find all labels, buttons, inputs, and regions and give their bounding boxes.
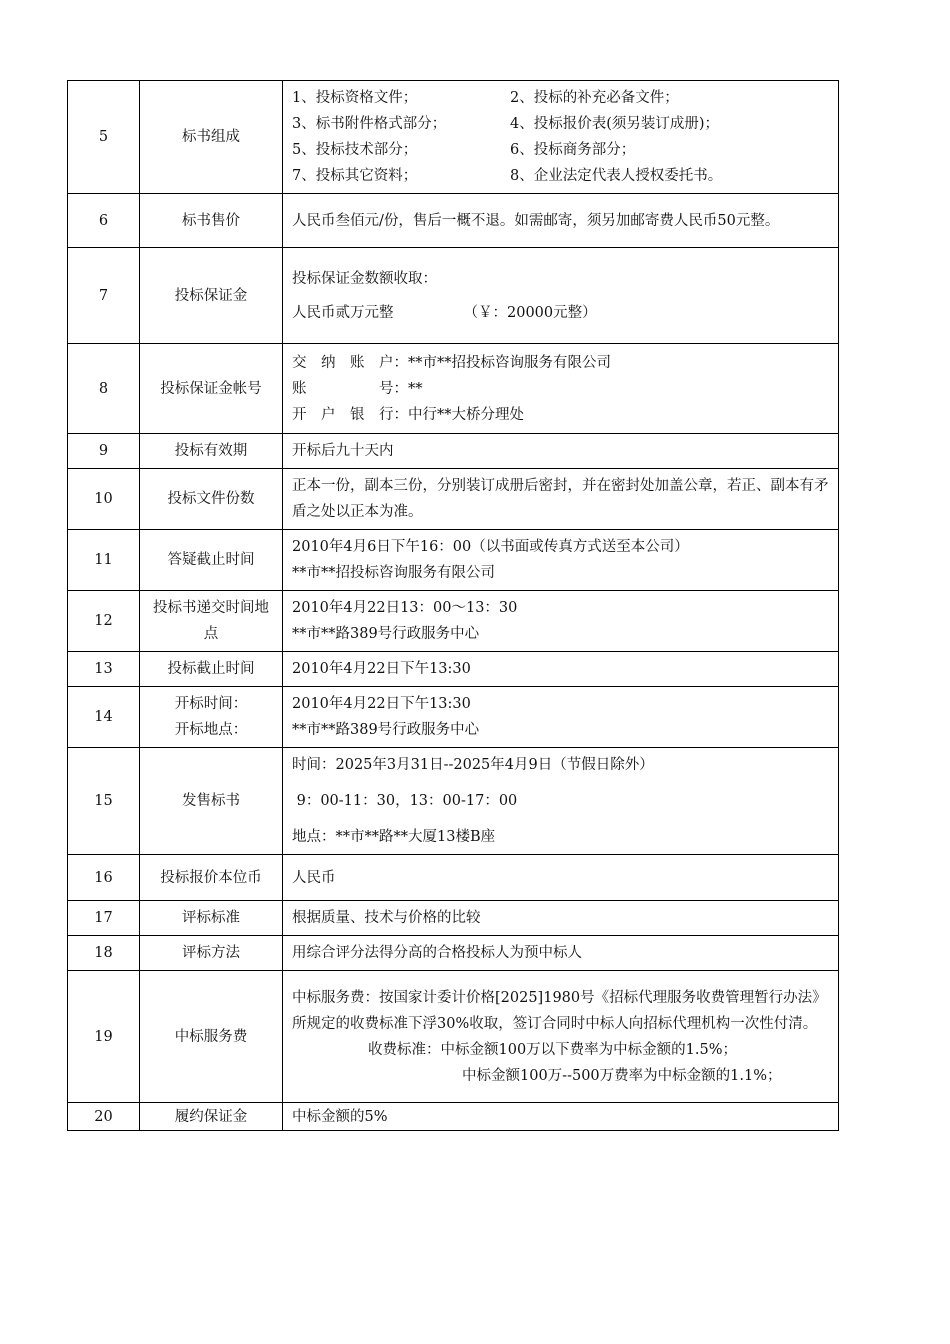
content-line: **市**路389号行政服务中心 (292, 722, 480, 738)
row-number: 15 (68, 748, 140, 855)
item-content (283, 530, 839, 591)
content-line: 时间：2025年3月31日--2025年4月9日（节假日除外） (292, 757, 654, 773)
table-row (68, 434, 839, 469)
table-row (68, 652, 839, 687)
row-number: 16 (68, 855, 140, 901)
row-number: 13 (68, 652, 140, 687)
table-row (68, 971, 839, 1103)
item-label: 投标截止时间 (140, 652, 283, 687)
table-row (68, 344, 839, 434)
content-text: 根据质量、技术与价格的比较 (292, 910, 481, 926)
row-number: 8 (68, 344, 140, 434)
content-line: 9：00-11：30，13：00-17：00 (292, 793, 518, 809)
item-label: 评标方法 (140, 936, 283, 971)
row-number: 12 (68, 591, 140, 652)
table-row (68, 1103, 839, 1131)
content-text: 人民币 (292, 869, 336, 886)
item-content (283, 1103, 839, 1131)
item-label: 履约保证金 (140, 1103, 283, 1131)
content-line: 开 户 银 行：中行**大桥分理处 (292, 406, 524, 423)
table-row (68, 687, 839, 748)
row-number: 7 (68, 248, 140, 344)
item-content (283, 936, 839, 971)
item-content (283, 901, 839, 936)
item-label (140, 687, 283, 748)
bidding-info-table (67, 80, 839, 1131)
item-label: 投标文件份数 (140, 469, 283, 530)
row-number: 10 (68, 469, 140, 530)
table-row (68, 248, 839, 344)
table-row (68, 591, 839, 652)
row-number: 20 (68, 1103, 140, 1131)
doc-line: 1、投标资格文件； 2、投标的补充必备文件； (292, 90, 679, 106)
item-label: 标书售价 (140, 194, 283, 248)
item-label-line: 开标时间： (174, 696, 248, 712)
content-line: 人民币贰万元整 （￥：20000元整） (292, 304, 597, 321)
item-label: 标书组成 (140, 81, 283, 194)
table-row (68, 469, 839, 530)
doc-line: 5、投标技术部分； 6、投标商务部分； (292, 142, 636, 158)
item-label: 投标保证金 (140, 248, 283, 344)
row-number: 14 (68, 687, 140, 748)
table-row (68, 530, 839, 591)
item-content (283, 971, 839, 1103)
content-text: 开标后九十天内 (292, 443, 394, 459)
doc-line: 7、投标其它资料； 8、企业法定代表人授权委托书。 (292, 168, 723, 184)
table-row (68, 194, 839, 248)
content-line: 2010年4月6日下午16：00（以书面或传真方式送至本公司） (292, 539, 689, 555)
item-content (283, 248, 839, 344)
table-row (68, 748, 839, 855)
table-row (68, 81, 839, 194)
item-label: 投标保证金帐号 (140, 344, 283, 434)
row-number: 17 (68, 901, 140, 936)
row-number: 5 (68, 81, 140, 194)
content-line: **市**招投标咨询服务有限公司 (292, 565, 495, 581)
item-content (283, 194, 839, 248)
item-label-line: 开标地点： (174, 722, 248, 738)
fee-standard-line: 收费标准：中标金额100万以下费率为中标金额的1.5%； (368, 1041, 738, 1058)
content-text: 人民币叁佰元/份，售后一概不退。如需邮寄，须另加邮寄费人民币50元整。 (292, 212, 780, 229)
item-content (283, 855, 839, 901)
item-content (283, 652, 839, 687)
table-row (68, 936, 839, 971)
item-content (283, 81, 839, 194)
row-number: 11 (68, 530, 140, 591)
item-content (283, 687, 839, 748)
doc-line: 3、标书附件格式部分； 4、投标报价表(须另装订成册)； (292, 116, 720, 132)
row-number: 9 (68, 434, 140, 469)
row-number: 18 (68, 936, 140, 971)
item-label: 评标标准 (140, 901, 283, 936)
content-line: 2010年4月22日13：00～13：30 (292, 600, 518, 616)
item-content (283, 469, 839, 530)
item-label: 发售标书 (140, 748, 283, 855)
item-label: 投标报价本位币 (140, 855, 283, 901)
row-number: 19 (68, 971, 140, 1103)
content-line: 2010年4月22日下午13:30 (292, 696, 471, 712)
item-content (283, 748, 839, 855)
item-content (283, 434, 839, 469)
item-label: 投标有效期 (140, 434, 283, 469)
table-row (68, 901, 839, 936)
content-line: 交 纳 账 户：**市**招投标咨询服务有限公司 (292, 354, 611, 371)
row-number: 6 (68, 194, 140, 248)
fee-standard-line: 中标金额100万--500万费率为中标金额的1.1%； (462, 1067, 782, 1084)
item-label: 中标服务费 (140, 971, 283, 1103)
content-line: **市**路389号行政服务中心 (292, 626, 480, 642)
content-line: 投标保证金数额收取： (292, 270, 437, 287)
content-text: 用综合评分法得分高的合格投标人为预中标人 (292, 945, 582, 961)
content-text: 2010年4月22日下午13:30 (292, 661, 471, 677)
content-line: 账 号：** (292, 380, 423, 397)
content-text: 正本一份，副本三份，分别装订成册后密封，并在密封处加盖公章，若正、副本有矛盾之处以正本为准。 (292, 478, 829, 520)
content-line: 地点：**市**路**大厦13楼B座 (292, 829, 496, 845)
content-text: 中标服务费：按国家计委计价格[2025]1980号《招标代理服务收费管理暂行办法》所规定的收费标准下浮30%收取，签订合同时中标人向招标代理机构一次性付清。 (292, 989, 827, 1032)
item-content (283, 591, 839, 652)
table-row (68, 855, 839, 901)
item-content (283, 344, 839, 434)
content-text: 中标金额的5% (292, 1108, 388, 1125)
item-label: 投标书递交时间地点 (140, 591, 283, 652)
item-label: 答疑截止时间 (140, 530, 283, 591)
